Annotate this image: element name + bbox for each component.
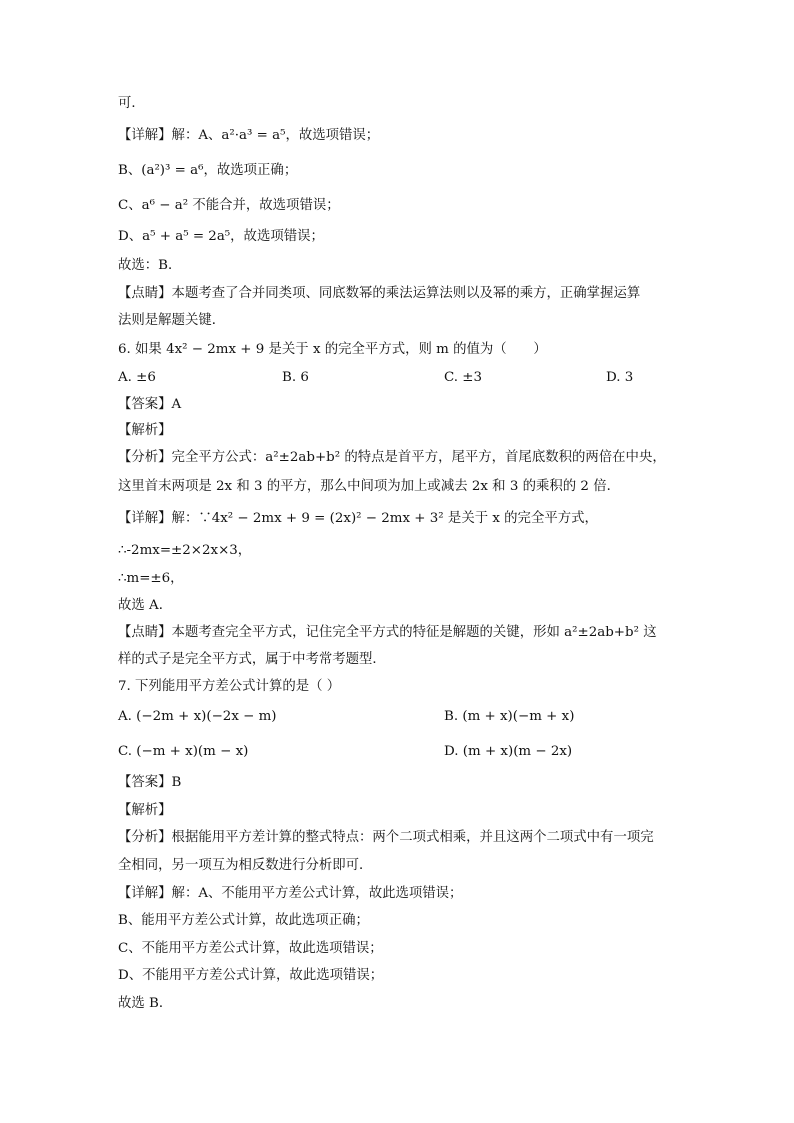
- text-line: C、a⁶ − a² 不能合并，故选项错误；: [118, 198, 340, 213]
- text-line: 这里首末两项是 2x 和 3 的平方，那么中间项为加上或减去 2x 和 3 的乘积的 2 倍．: [118, 479, 620, 494]
- text-line: D、不能用平方差公式计算，故此选项错误；: [118, 968, 384, 983]
- text-line: 【解析】: [118, 803, 172, 818]
- text-line: 可．: [118, 96, 145, 111]
- text-line: 样的式子是完全平方式，属于中考常考题型．: [118, 652, 386, 667]
- q6-option-b: B. 6: [282, 370, 309, 385]
- text-line: 【分析】根据能用平方差计算的整式特点：两个二项式相乘，并且这两个二项式中有一项完: [118, 830, 654, 845]
- q6-option-d: D. 3: [606, 370, 634, 385]
- text-line: B、(a²)³ = a⁶，故选项正确；: [118, 163, 298, 178]
- text-line: 【答案】B: [118, 775, 182, 790]
- q7-option-c: C. (−m + x)(m − x): [118, 744, 249, 759]
- question-6-stem: 6. 如果 4x² − 2mx + 9 是关于 x 的完全平方式，则 m 的值为（ ）: [118, 342, 547, 357]
- text-line: 【详解】解：A、不能用平方差公式计算，故此选项错误；: [118, 886, 463, 901]
- text-line: D、a⁵ + a⁵ = 2a⁵，故选项错误；: [118, 229, 324, 244]
- text-line: 故选：B．: [118, 258, 182, 273]
- q7-option-d: D. (m + x)(m − 2x): [444, 744, 573, 759]
- text-line: 故选 A．: [118, 598, 173, 613]
- text-line: 【点睛】本题考查了合并同类项、同底数幂的乘法运算法则以及幂的乘方，正确掌握运算: [118, 286, 641, 301]
- text-line: 【详解】解：∵4x² − 2mx + 9 = (2x)² − 2mx + 3² 是关于 x 的完全平方式，: [118, 511, 598, 526]
- text-line: 【解析】: [118, 423, 172, 438]
- q6-option-c: C. ±3: [444, 370, 483, 385]
- text-line: ∴m=±6，: [118, 571, 184, 586]
- text-line: 【分析】完全平方公式：a²±2ab+b² 的特点是首平方，尾平方，首尾底数积的两倍在中央，: [118, 450, 666, 465]
- q6-option-a: A. ±6: [118, 370, 156, 385]
- text-line: ∴-2mx=±2×2x×3，: [118, 543, 252, 558]
- text-line: 法则是解题关键．: [118, 313, 226, 328]
- text-line: B、能用平方差公式计算，故此选项正确；: [118, 913, 369, 928]
- text-line: C、不能用平方差公式计算，故此选项错误；: [118, 941, 383, 956]
- text-line: 全相同，另一项互为相反数进行分析即可．: [118, 858, 373, 873]
- question-7-stem: 7. 下列能用平方差公式计算的是（ ）: [118, 679, 341, 694]
- text-line: 故选 B．: [118, 996, 173, 1011]
- text-line: 【点睛】本题考查完全平方式，记住完全平方式的特征是解题的关键，形如 a²±2ab+b² 这: [118, 625, 657, 640]
- q7-option-a: A. (−2m + x)(−2x − m): [118, 709, 277, 724]
- q7-option-b: B. (m + x)(−m + x): [444, 709, 575, 724]
- text-line: 【详解】解：A、a²·a³ = a⁵，故选项错误；: [118, 128, 380, 143]
- text-line: 【答案】A: [118, 397, 182, 412]
